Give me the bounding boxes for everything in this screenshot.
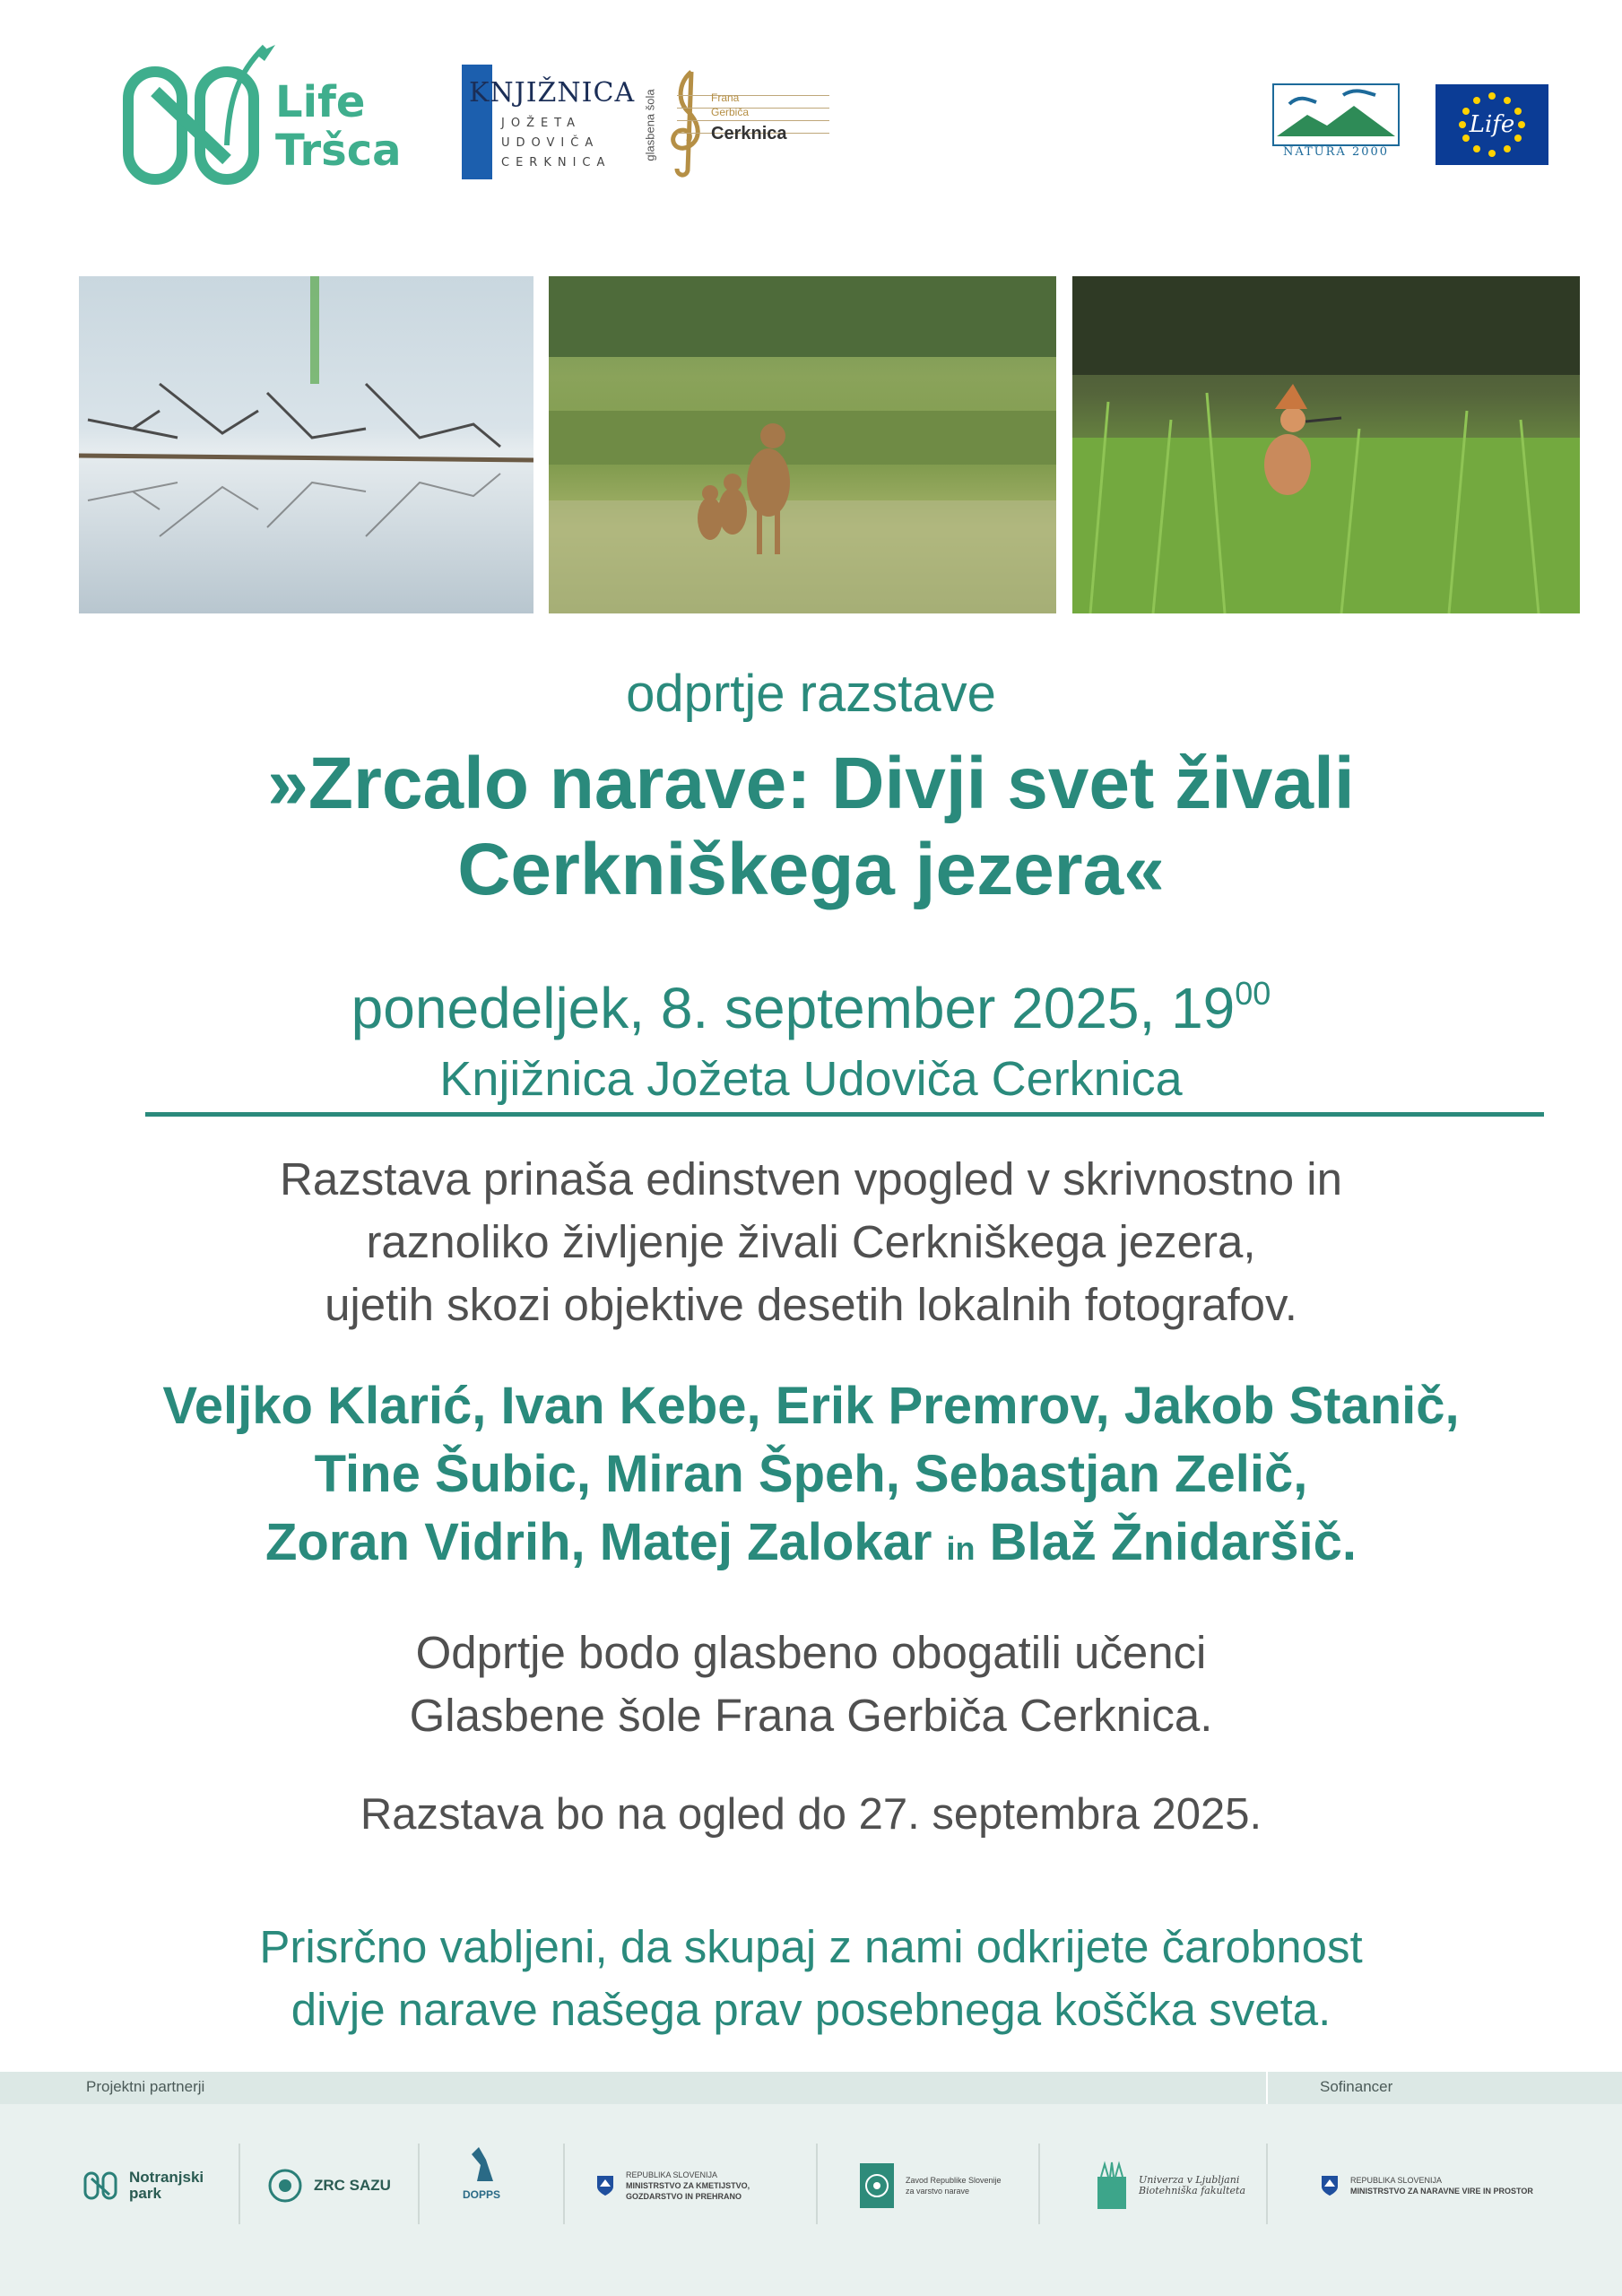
damselflies-illustration: [79, 276, 533, 613]
zrsvn-line-2: za varstvo narave: [906, 2187, 970, 2196]
divider-rule: [145, 1112, 1544, 1117]
life-word: Life: [275, 77, 366, 127]
event-venue: Knjižnica Jožeta Udoviča Cerknica: [439, 1052, 1183, 1106]
zrsvn-line-1: Zavod Republike Slovenije: [906, 2176, 1002, 2185]
natura-2000-logo: [1271, 83, 1401, 163]
mkgp-line-2: MINISTRSTVO ZA KMETIJSTVO,: [626, 2181, 750, 2190]
university-emblem-icon: [1096, 2161, 1128, 2211]
notranjski-park-icon: [82, 2168, 118, 2204]
music-line-1: Odprtje bodo glasbeno obogatili učenci: [415, 1627, 1207, 1678]
life-trsca-logo: [121, 38, 417, 199]
knjiznica-logo: [462, 65, 636, 181]
partners-label: Projektni partnerji: [86, 2078, 205, 2095]
dopps-label: DOPPS: [463, 2188, 501, 2201]
zrsvn-emblem-icon: [859, 2162, 895, 2209]
music-line-2: Glasbene šole Frana Gerbiča Cerknica.: [409, 1690, 1213, 1741]
mkgp-logo: [595, 2154, 750, 2217]
zrc-label: ZRC SAZU: [314, 2177, 391, 2194]
mkgp-line-3: GOZDARSTVO IN PREHRANO: [626, 2192, 742, 2201]
mnvp-line-1: REPUBLIKA SLOVENIJA: [1350, 2176, 1443, 2185]
zrc-sazu-logo: [267, 2154, 391, 2217]
glasbena-cerknica: Cerknica: [711, 124, 787, 144]
eu-life-logo: [1436, 84, 1548, 165]
photo-hoopoe: [1072, 276, 1580, 613]
natura-label: NATURA 2000: [1282, 145, 1390, 159]
mnvp-logo: [1320, 2154, 1533, 2217]
ul-line-2: Biotehniška fakulteta: [1139, 2185, 1246, 2196]
description: [0, 1148, 1622, 1336]
photographers-list: [0, 1372, 1622, 1583]
glasbena-sola-logo: [641, 65, 838, 190]
event-title: [0, 741, 1622, 913]
life-trsca-emblem-icon: [121, 38, 278, 195]
knjiznica-sub-1: JOŽETA: [501, 117, 582, 130]
photographers-line-3b: Blaž Žnidaršič.: [989, 1513, 1357, 1571]
invitation-line-1: Prisrčno vabljeni, da skupaj z nami odkrijete čarobnost: [259, 1921, 1363, 1972]
photographers-line-3a: Zoran Vidrih, Matej Zalokar: [265, 1513, 932, 1571]
music-note: [0, 1622, 1622, 1747]
photo-damselflies: [79, 276, 533, 613]
glasbena-frana: Frana: [711, 91, 740, 104]
dopps-logo: [463, 2145, 500, 2208]
trsca-word: Tršca: [275, 126, 402, 176]
hoopoe-illustration: [1072, 276, 1580, 613]
bird-icon: [466, 2145, 497, 2185]
slovenia-coat-of-arms-icon: [595, 2174, 615, 2197]
knjiznica-title: KNJIŽNICA: [469, 77, 636, 109]
invitation-line-2: divje narave našega prav posebnega koščka sveta.: [291, 1984, 1331, 2035]
knjiznica-sub-3: CERKNICA: [501, 156, 612, 170]
notranjski-label-2: park: [129, 2185, 161, 2202]
event-title-line-1: »Zrcalo narave: Divji svet živali: [267, 743, 1355, 824]
description-line-2: raznoliko življenje živali Cerkniškega jezera,: [366, 1216, 1256, 1267]
event-date-text: ponedeljek, 8. september 2025, 19: [351, 976, 1236, 1040]
glasbena-vertical-text: glasbena šola: [643, 89, 657, 161]
knjiznica-sub-2: UDOVIČA: [501, 136, 600, 150]
footer: [0, 2072, 1622, 2296]
sponsor-label: Sofinancer: [1320, 2078, 1393, 2095]
notranjski-label-1: Notranjski: [129, 2169, 204, 2186]
event-date: [0, 972, 1622, 1053]
invitation: [0, 1916, 1622, 2041]
notranjski-park-logo: [82, 2154, 204, 2217]
natura-2000-icon: [1271, 83, 1401, 147]
glasbena-gerbica: Gerbiča: [711, 106, 750, 118]
eu-life-label: Life: [1469, 111, 1515, 138]
event-lead: odprtje razstave: [626, 665, 996, 723]
footer-band-separator: [1266, 2072, 1268, 2104]
roe-deer-illustration: [549, 276, 1056, 613]
zrsvn-logo: [859, 2154, 1002, 2217]
footer-band: [0, 2072, 1622, 2104]
zrc-sazu-icon: [267, 2168, 303, 2204]
event-title-line-2: Cerkniškega jezera«: [457, 829, 1165, 910]
description-line-3: ujetih skozi objektive desetih lokalnih fotografov.: [325, 1279, 1297, 1330]
photo-roe-deer: [549, 276, 1056, 613]
ul-bf-logo: [1096, 2154, 1245, 2217]
photographers-line-3: [0, 1509, 1622, 1583]
description-line-1: Razstava prinaša edinstven vpogled v skrivnostno in: [280, 1153, 1342, 1205]
photographers-line-1: Veljko Klarić, Ivan Kebe, Erik Premrov, Jakob Stanič,: [162, 1377, 1460, 1435]
slovenia-coat-of-arms-icon-2: [1320, 2174, 1340, 2197]
exhibition-until: Razstava bo na ogled do 27. septembra 2025.: [360, 1790, 1262, 1839]
ul-line-1: Univerza v Ljubljani: [1139, 2174, 1240, 2186]
event-time-minutes: 00: [1235, 975, 1271, 1012]
photographers-in: in: [946, 1530, 976, 1567]
mkgp-line-1: REPUBLIKA SLOVENIJA: [626, 2170, 718, 2179]
photographers-line-2: Tine Šubic, Miran Špeh, Sebastjan Zelič,: [314, 1445, 1308, 1503]
treble-clef-icon: [661, 65, 715, 181]
mnvp-line-2: MINISTRSTVO ZA NARAVNE VIRE IN PROSTOR: [1350, 2187, 1533, 2196]
